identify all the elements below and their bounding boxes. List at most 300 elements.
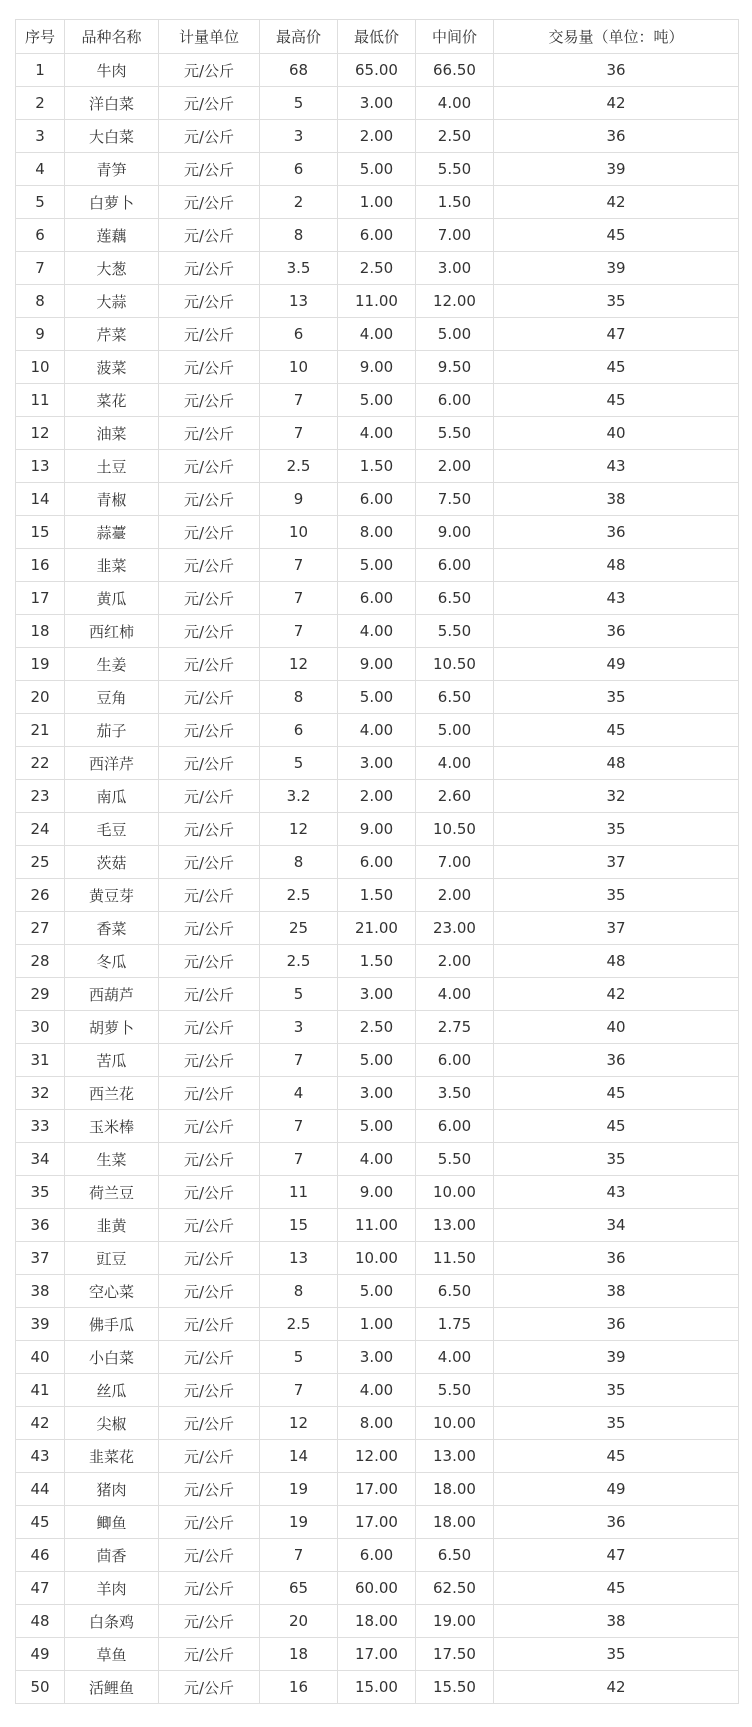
cell-max-price: 10 [260, 351, 338, 384]
cell-mid-price: 4.00 [416, 87, 494, 120]
cell-unit: 元/公斤 [159, 1209, 260, 1242]
cell-max-price: 15 [260, 1209, 338, 1242]
cell-unit: 元/公斤 [159, 1143, 260, 1176]
cell-index: 22 [16, 747, 65, 780]
cell-index: 30 [16, 1011, 65, 1044]
cell-unit: 元/公斤 [159, 1077, 260, 1110]
cell-index: 5 [16, 186, 65, 219]
cell-min-price: 3.00 [338, 1077, 416, 1110]
cell-max-price: 6 [260, 714, 338, 747]
cell-mid-price: 23.00 [416, 912, 494, 945]
cell-volume: 48 [494, 747, 739, 780]
cell-mid-price: 18.00 [416, 1473, 494, 1506]
cell-mid-price: 9.00 [416, 516, 494, 549]
cell-volume: 36 [494, 54, 739, 87]
cell-volume: 43 [494, 582, 739, 615]
cell-unit: 元/公斤 [159, 351, 260, 384]
cell-min-price: 60.00 [338, 1572, 416, 1605]
cell-index: 17 [16, 582, 65, 615]
cell-mid-price: 6.50 [416, 582, 494, 615]
cell-max-price: 8 [260, 219, 338, 252]
cell-volume: 42 [494, 87, 739, 120]
table-row [16, 1308, 739, 1341]
cell-variety: 豆角 [65, 681, 159, 714]
cell-unit: 元/公斤 [159, 615, 260, 648]
table-row [16, 1671, 739, 1704]
cell-min-price: 1.00 [338, 186, 416, 219]
cell-max-price: 7 [260, 1374, 338, 1407]
cell-min-price: 21.00 [338, 912, 416, 945]
cell-min-price: 2.50 [338, 1011, 416, 1044]
cell-max-price: 6 [260, 318, 338, 351]
cell-variety: 香菜 [65, 912, 159, 945]
cell-index: 6 [16, 219, 65, 252]
cell-mid-price: 5.00 [416, 714, 494, 747]
cell-index: 12 [16, 417, 65, 450]
cell-unit: 元/公斤 [159, 813, 260, 846]
cell-mid-price: 5.50 [416, 1374, 494, 1407]
cell-volume: 45 [494, 384, 739, 417]
cell-mid-price: 4.00 [416, 978, 494, 1011]
cell-max-price: 10 [260, 516, 338, 549]
cell-max-price: 3 [260, 120, 338, 153]
cell-min-price: 9.00 [338, 1176, 416, 1209]
cell-max-price: 7 [260, 417, 338, 450]
cell-variety: 玉米棒 [65, 1110, 159, 1143]
header-volume: 交易量（单位：吨） [494, 20, 739, 54]
cell-variety: 尖椒 [65, 1407, 159, 1440]
table-row [16, 1407, 739, 1440]
cell-unit: 元/公斤 [159, 582, 260, 615]
cell-volume: 45 [494, 351, 739, 384]
cell-variety: 豇豆 [65, 1242, 159, 1275]
table-row [16, 582, 739, 615]
cell-min-price: 65.00 [338, 54, 416, 87]
cell-min-price: 10.00 [338, 1242, 416, 1275]
cell-min-price: 4.00 [338, 1143, 416, 1176]
cell-mid-price: 6.50 [416, 1539, 494, 1572]
cell-unit: 元/公斤 [159, 1374, 260, 1407]
cell-min-price: 2.00 [338, 780, 416, 813]
cell-volume: 32 [494, 780, 739, 813]
cell-variety: 芹菜 [65, 318, 159, 351]
cell-min-price: 9.00 [338, 351, 416, 384]
cell-max-price: 7 [260, 615, 338, 648]
table-row [16, 912, 739, 945]
cell-max-price: 13 [260, 285, 338, 318]
cell-min-price: 9.00 [338, 813, 416, 846]
table-row [16, 747, 739, 780]
cell-mid-price: 6.50 [416, 1275, 494, 1308]
cell-unit: 元/公斤 [159, 1242, 260, 1275]
table-row [16, 1110, 739, 1143]
cell-variety: 韭菜花 [65, 1440, 159, 1473]
cell-unit: 元/公斤 [159, 1176, 260, 1209]
cell-variety: 洋白菜 [65, 87, 159, 120]
cell-unit: 元/公斤 [159, 1473, 260, 1506]
cell-min-price: 8.00 [338, 516, 416, 549]
cell-min-price: 11.00 [338, 1209, 416, 1242]
cell-volume: 36 [494, 1506, 739, 1539]
cell-volume: 38 [494, 1605, 739, 1638]
cell-max-price: 5 [260, 1341, 338, 1374]
cell-max-price: 6 [260, 153, 338, 186]
cell-volume: 37 [494, 912, 739, 945]
cell-max-price: 11 [260, 1176, 338, 1209]
cell-mid-price: 5.50 [416, 417, 494, 450]
table-row [16, 1605, 739, 1638]
cell-mid-price: 6.00 [416, 1044, 494, 1077]
cell-max-price: 13 [260, 1242, 338, 1275]
cell-index: 1 [16, 54, 65, 87]
cell-variety: 菜花 [65, 384, 159, 417]
table-row [16, 87, 739, 120]
cell-unit: 元/公斤 [159, 219, 260, 252]
table-row [16, 1176, 739, 1209]
cell-index: 44 [16, 1473, 65, 1506]
cell-min-price: 15.00 [338, 1671, 416, 1704]
cell-mid-price: 5.50 [416, 615, 494, 648]
cell-variety: 小白菜 [65, 1341, 159, 1374]
cell-index: 41 [16, 1374, 65, 1407]
cell-min-price: 4.00 [338, 615, 416, 648]
cell-volume: 40 [494, 1011, 739, 1044]
cell-volume: 35 [494, 681, 739, 714]
cell-mid-price: 15.50 [416, 1671, 494, 1704]
header-max-price: 最高价 [260, 20, 338, 54]
table-row [16, 1044, 739, 1077]
cell-index: 15 [16, 516, 65, 549]
cell-variety: 茨菇 [65, 846, 159, 879]
cell-unit: 元/公斤 [159, 483, 260, 516]
cell-mid-price: 1.75 [416, 1308, 494, 1341]
cell-max-price: 19 [260, 1506, 338, 1539]
cell-index: 38 [16, 1275, 65, 1308]
cell-min-price: 11.00 [338, 285, 416, 318]
cell-mid-price: 11.50 [416, 1242, 494, 1275]
cell-index: 34 [16, 1143, 65, 1176]
cell-min-price: 17.00 [338, 1473, 416, 1506]
cell-index: 7 [16, 252, 65, 285]
cell-index: 2 [16, 87, 65, 120]
cell-variety: 胡萝卜 [65, 1011, 159, 1044]
cell-max-price: 5 [260, 978, 338, 1011]
cell-unit: 元/公斤 [159, 450, 260, 483]
table-row [16, 1374, 739, 1407]
cell-variety: 生姜 [65, 648, 159, 681]
cell-volume: 37 [494, 846, 739, 879]
cell-variety: 莲藕 [65, 219, 159, 252]
cell-volume: 40 [494, 417, 739, 450]
cell-variety: 茄子 [65, 714, 159, 747]
cell-max-price: 7 [260, 582, 338, 615]
cell-index: 28 [16, 945, 65, 978]
cell-variety: 青椒 [65, 483, 159, 516]
cell-index: 9 [16, 318, 65, 351]
cell-max-price: 3.5 [260, 252, 338, 285]
table-row [16, 219, 739, 252]
cell-unit: 元/公斤 [159, 1308, 260, 1341]
cell-max-price: 9 [260, 483, 338, 516]
cell-min-price: 8.00 [338, 1407, 416, 1440]
table-row [16, 1011, 739, 1044]
table-row [16, 1473, 739, 1506]
table-row [16, 879, 739, 912]
cell-mid-price: 2.75 [416, 1011, 494, 1044]
cell-unit: 元/公斤 [159, 318, 260, 351]
cell-variety: 西葫芦 [65, 978, 159, 1011]
cell-min-price: 6.00 [338, 582, 416, 615]
header-mid-price: 中间价 [416, 20, 494, 54]
cell-unit: 元/公斤 [159, 384, 260, 417]
cell-index: 18 [16, 615, 65, 648]
cell-unit: 元/公斤 [159, 1440, 260, 1473]
table-row [16, 1440, 739, 1473]
cell-min-price: 3.00 [338, 978, 416, 1011]
cell-variety: 大葱 [65, 252, 159, 285]
cell-mid-price: 18.00 [416, 1506, 494, 1539]
cell-variety: 黄豆芽 [65, 879, 159, 912]
cell-index: 43 [16, 1440, 65, 1473]
cell-variety: 大蒜 [65, 285, 159, 318]
cell-volume: 38 [494, 1275, 739, 1308]
cell-unit: 元/公斤 [159, 1506, 260, 1539]
table-row [16, 1341, 739, 1374]
cell-mid-price: 66.50 [416, 54, 494, 87]
cell-unit: 元/公斤 [159, 1341, 260, 1374]
cell-max-price: 7 [260, 1110, 338, 1143]
cell-variety: 西洋芹 [65, 747, 159, 780]
table-row [16, 1638, 739, 1671]
cell-volume: 49 [494, 1473, 739, 1506]
cell-unit: 元/公斤 [159, 252, 260, 285]
cell-min-price: 4.00 [338, 417, 416, 450]
cell-mid-price: 6.50 [416, 681, 494, 714]
cell-mid-price: 10.50 [416, 813, 494, 846]
cell-index: 31 [16, 1044, 65, 1077]
cell-index: 4 [16, 153, 65, 186]
cell-mid-price: 2.00 [416, 945, 494, 978]
cell-index: 36 [16, 1209, 65, 1242]
cell-volume: 36 [494, 1308, 739, 1341]
cell-min-price: 5.00 [338, 681, 416, 714]
cell-variety: 土豆 [65, 450, 159, 483]
table-row [16, 1077, 739, 1110]
cell-min-price: 1.00 [338, 1308, 416, 1341]
cell-volume: 39 [494, 153, 739, 186]
cell-variety: 丝瓜 [65, 1374, 159, 1407]
cell-index: 25 [16, 846, 65, 879]
table-row [16, 1506, 739, 1539]
cell-unit: 元/公斤 [159, 186, 260, 219]
cell-min-price: 2.50 [338, 252, 416, 285]
cell-mid-price: 7.00 [416, 846, 494, 879]
table-row [16, 648, 739, 681]
cell-volume: 48 [494, 945, 739, 978]
cell-index: 10 [16, 351, 65, 384]
cell-unit: 元/公斤 [159, 516, 260, 549]
cell-unit: 元/公斤 [159, 1605, 260, 1638]
table-row [16, 285, 739, 318]
cell-volume: 43 [494, 450, 739, 483]
cell-variety: 牛肉 [65, 54, 159, 87]
cell-max-price: 8 [260, 681, 338, 714]
cell-variety: 活鲤鱼 [65, 1671, 159, 1704]
table-row [16, 450, 739, 483]
cell-mid-price: 5.00 [416, 318, 494, 351]
table-row [16, 1572, 739, 1605]
cell-volume: 39 [494, 1341, 739, 1374]
cell-unit: 元/公斤 [159, 549, 260, 582]
table-row [16, 1275, 739, 1308]
cell-min-price: 5.00 [338, 153, 416, 186]
cell-mid-price: 3.00 [416, 252, 494, 285]
cell-volume: 35 [494, 879, 739, 912]
cell-volume: 36 [494, 615, 739, 648]
cell-variety: 生菜 [65, 1143, 159, 1176]
cell-min-price: 4.00 [338, 1374, 416, 1407]
cell-min-price: 5.00 [338, 1110, 416, 1143]
cell-mid-price: 5.50 [416, 153, 494, 186]
cell-index: 45 [16, 1506, 65, 1539]
cell-index: 40 [16, 1341, 65, 1374]
cell-mid-price: 13.00 [416, 1209, 494, 1242]
cell-max-price: 3 [260, 1011, 338, 1044]
cell-max-price: 2.5 [260, 879, 338, 912]
cell-min-price: 6.00 [338, 846, 416, 879]
cell-volume: 45 [494, 1077, 739, 1110]
cell-index: 35 [16, 1176, 65, 1209]
cell-variety: 冬瓜 [65, 945, 159, 978]
cell-index: 23 [16, 780, 65, 813]
cell-max-price: 4 [260, 1077, 338, 1110]
table-row [16, 549, 739, 582]
cell-index: 37 [16, 1242, 65, 1275]
cell-mid-price: 4.00 [416, 747, 494, 780]
cell-volume: 49 [494, 648, 739, 681]
cell-max-price: 12 [260, 813, 338, 846]
cell-min-price: 6.00 [338, 483, 416, 516]
cell-volume: 35 [494, 813, 739, 846]
cell-min-price: 17.00 [338, 1506, 416, 1539]
cell-variety: 南瓜 [65, 780, 159, 813]
cell-mid-price: 2.00 [416, 879, 494, 912]
cell-mid-price: 2.00 [416, 450, 494, 483]
cell-max-price: 19 [260, 1473, 338, 1506]
cell-volume: 35 [494, 1407, 739, 1440]
cell-unit: 元/公斤 [159, 54, 260, 87]
cell-min-price: 5.00 [338, 549, 416, 582]
cell-variety: 白萝卜 [65, 186, 159, 219]
cell-max-price: 7 [260, 1539, 338, 1572]
table-row [16, 714, 739, 747]
cell-max-price: 7 [260, 384, 338, 417]
cell-index: 33 [16, 1110, 65, 1143]
cell-max-price: 12 [260, 1407, 338, 1440]
cell-unit: 元/公斤 [159, 747, 260, 780]
cell-unit: 元/公斤 [159, 1110, 260, 1143]
table-row [16, 186, 739, 219]
cell-unit: 元/公斤 [159, 120, 260, 153]
cell-index: 32 [16, 1077, 65, 1110]
cell-volume: 42 [494, 1671, 739, 1704]
cell-min-price: 3.00 [338, 87, 416, 120]
table-row [16, 615, 739, 648]
cell-max-price: 25 [260, 912, 338, 945]
cell-unit: 元/公斤 [159, 912, 260, 945]
cell-index: 8 [16, 285, 65, 318]
cell-max-price: 3.2 [260, 780, 338, 813]
table-row [16, 780, 739, 813]
table-row [16, 945, 739, 978]
cell-max-price: 12 [260, 648, 338, 681]
cell-variety: 毛豆 [65, 813, 159, 846]
cell-unit: 元/公斤 [159, 1011, 260, 1044]
table-row [16, 1539, 739, 1572]
cell-mid-price: 10.00 [416, 1176, 494, 1209]
cell-index: 14 [16, 483, 65, 516]
cell-variety: 草鱼 [65, 1638, 159, 1671]
cell-min-price: 12.00 [338, 1440, 416, 1473]
cell-mid-price: 6.00 [416, 549, 494, 582]
table-row [16, 351, 739, 384]
cell-unit: 元/公斤 [159, 846, 260, 879]
cell-mid-price: 6.00 [416, 384, 494, 417]
cell-index: 26 [16, 879, 65, 912]
cell-mid-price: 9.50 [416, 351, 494, 384]
cell-min-price: 5.00 [338, 1275, 416, 1308]
cell-variety: 青笋 [65, 153, 159, 186]
table-row [16, 1143, 739, 1176]
cell-volume: 42 [494, 186, 739, 219]
cell-volume: 35 [494, 1638, 739, 1671]
cell-max-price: 18 [260, 1638, 338, 1671]
cell-mid-price: 19.00 [416, 1605, 494, 1638]
cell-mid-price: 13.00 [416, 1440, 494, 1473]
header-index: 序号 [16, 20, 65, 54]
cell-index: 50 [16, 1671, 65, 1704]
cell-volume: 36 [494, 516, 739, 549]
cell-unit: 元/公斤 [159, 1275, 260, 1308]
table-row [16, 516, 739, 549]
cell-variety: 油菜 [65, 417, 159, 450]
cell-index: 24 [16, 813, 65, 846]
cell-variety: 猪肉 [65, 1473, 159, 1506]
cell-volume: 36 [494, 1242, 739, 1275]
cell-index: 29 [16, 978, 65, 1011]
cell-variety: 茴香 [65, 1539, 159, 1572]
cell-mid-price: 3.50 [416, 1077, 494, 1110]
cell-max-price: 8 [260, 1275, 338, 1308]
cell-index: 20 [16, 681, 65, 714]
cell-volume: 34 [494, 1209, 739, 1242]
cell-max-price: 8 [260, 846, 338, 879]
cell-volume: 45 [494, 219, 739, 252]
cell-volume: 45 [494, 714, 739, 747]
header-row [16, 20, 739, 54]
cell-variety: 菠菜 [65, 351, 159, 384]
cell-variety: 荷兰豆 [65, 1176, 159, 1209]
cell-variety: 韭菜 [65, 549, 159, 582]
table-row [16, 153, 739, 186]
cell-index: 47 [16, 1572, 65, 1605]
cell-volume: 36 [494, 1044, 739, 1077]
cell-mid-price: 7.00 [416, 219, 494, 252]
cell-unit: 元/公斤 [159, 1407, 260, 1440]
table-row [16, 846, 739, 879]
cell-unit: 元/公斤 [159, 1638, 260, 1671]
cell-mid-price: 62.50 [416, 1572, 494, 1605]
